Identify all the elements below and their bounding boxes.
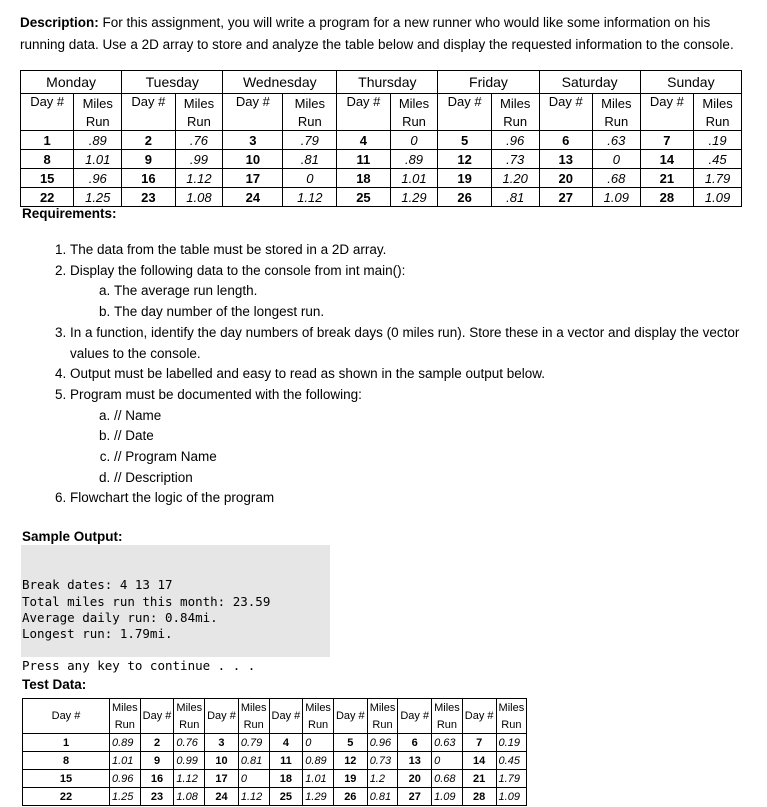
col-miles-header-run: Run [283, 112, 337, 131]
test-day-number-cell: 8 [23, 752, 110, 770]
test-col-day-header: Day # [462, 699, 496, 734]
test-miles-cell: 0.99 [174, 752, 205, 770]
test-data-table [22, 698, 527, 806]
miles-cell: 1.01 [390, 169, 438, 188]
test-day-number-cell: 25 [269, 788, 303, 806]
col-miles-header: Miles [175, 94, 223, 113]
requirement-item: 4. Output must be labelled and easy to read as shown in the sample output below. [70, 364, 767, 385]
test-col-miles-header: Miles [238, 699, 269, 717]
test-miles-cell: 0 [238, 770, 269, 788]
test-col-miles-run: Run [174, 716, 205, 734]
miles-cell: .79 [283, 131, 337, 150]
day-number-cell: 24 [223, 188, 283, 207]
day-number-cell: 28 [640, 188, 693, 207]
table-row [21, 188, 742, 207]
day-number-cell: 23 [122, 188, 175, 207]
miles-cell: .19 [694, 131, 742, 150]
day-header: Tuesday [122, 71, 223, 94]
test-miles-cell: 0.63 [432, 734, 463, 752]
miles-cell: .81 [283, 150, 337, 169]
miles-cell: 0 [390, 131, 438, 150]
day-header: Saturday [539, 71, 640, 94]
day-number-cell: 22 [21, 188, 74, 207]
test-col-miles-header: Miles [367, 699, 398, 717]
test-day-number-cell: 7 [462, 734, 496, 752]
test-col-miles-run: Run [303, 716, 334, 734]
test-table-row [23, 752, 527, 770]
test-day-number-cell: 15 [23, 770, 110, 788]
requirement-subitem: b. The day number of the longest run. [114, 302, 767, 323]
day-number-cell: 1 [21, 131, 74, 150]
day-header: Wednesday [223, 71, 337, 94]
test-miles-cell: 1.09 [496, 788, 527, 806]
col-day-header: Day # [337, 94, 390, 131]
test-miles-cell: 1.01 [303, 770, 334, 788]
test-miles-cell: 0.45 [496, 752, 527, 770]
test-miles-cell: 0.79 [238, 734, 269, 752]
test-day-number-cell: 18 [269, 770, 303, 788]
test-col-miles-run: Run [496, 716, 527, 734]
col-day-header: Day # [122, 94, 175, 131]
test-day-number-cell: 24 [205, 788, 239, 806]
miles-cell: .96 [491, 131, 539, 150]
miles-cell: 1.08 [175, 188, 223, 207]
day-number-cell: 20 [539, 169, 592, 188]
test-miles-cell: 0.19 [496, 734, 527, 752]
test-day-number-cell: 11 [269, 752, 303, 770]
col-miles-header-run: Run [491, 112, 539, 131]
miles-cell: 1.12 [283, 188, 337, 207]
miles-cell: 0 [592, 150, 640, 169]
miles-cell: 1.20 [491, 169, 539, 188]
test-col-day-header: Day # [269, 699, 303, 734]
miles-cell: 1.25 [74, 188, 122, 207]
day-number-cell: 19 [438, 169, 491, 188]
requirements-list [24, 240, 767, 509]
test-col-day-header: Day # [140, 699, 174, 734]
test-col-miles-run: Run [367, 716, 398, 734]
table-row [21, 169, 742, 188]
requirement-item [70, 385, 767, 489]
day-number-cell: 2 [122, 131, 175, 150]
requirement-subitem: c. // Program Name [114, 447, 767, 468]
test-miles-cell: 0.68 [432, 770, 463, 788]
miles-cell: .89 [390, 150, 438, 169]
col-miles-header: Miles [390, 94, 438, 113]
test-data-title: Test Data: [22, 677, 87, 692]
running-data-table [20, 70, 742, 207]
miles-cell: .68 [592, 169, 640, 188]
test-day-number-cell: 5 [333, 734, 367, 752]
test-miles-cell: 0.96 [110, 770, 141, 788]
test-day-number-cell: 6 [398, 734, 432, 752]
requirement-text: Program must be documented with the following: [70, 386, 362, 402]
col-miles-header: Miles [491, 94, 539, 113]
day-number-cell: 17 [223, 169, 283, 188]
day-number-cell: 27 [539, 188, 592, 207]
miles-cell: .76 [175, 131, 223, 150]
day-header: Friday [438, 71, 539, 94]
miles-cell: 0 [283, 169, 337, 188]
col-day-header: Day # [539, 94, 592, 131]
column-header-row [21, 94, 742, 113]
test-miles-cell: 1.2 [367, 770, 398, 788]
day-number-cell: 13 [539, 150, 592, 169]
console-line: Break dates: 4 13 17 [22, 577, 173, 593]
test-col-miles-header: Miles [110, 699, 141, 717]
requirements-title: Requirements: [22, 206, 117, 221]
test-table-row [23, 788, 527, 806]
test-col-miles-run: Run [432, 716, 463, 734]
test-miles-cell: 0.73 [367, 752, 398, 770]
test-table-row [23, 770, 527, 788]
test-col-miles-header: Miles [303, 699, 334, 717]
requirement-subitem: d. // Description [114, 468, 767, 489]
test-day-number-cell: 10 [205, 752, 239, 770]
test-miles-cell: 1.79 [496, 770, 527, 788]
requirement-subitem: b. // Date [114, 426, 767, 447]
sample-output-title: Sample Output: [22, 529, 123, 544]
test-miles-cell: 1.09 [432, 788, 463, 806]
test-day-number-cell: 4 [269, 734, 303, 752]
requirement-subitem: a. // Name [114, 406, 767, 427]
test-day-number-cell: 21 [462, 770, 496, 788]
requirement-item: 1. The data from the table must be stored in a 2D array. [70, 240, 767, 261]
miles-cell: .63 [592, 131, 640, 150]
day-header: Sunday [640, 71, 741, 94]
col-miles-header: Miles [74, 94, 122, 113]
day-number-cell: 21 [640, 169, 693, 188]
col-miles-header-run: Run [74, 112, 122, 131]
miles-cell: .81 [491, 188, 539, 207]
test-miles-cell: 0.96 [367, 734, 398, 752]
test-col-miles-run: Run [238, 716, 269, 734]
day-number-cell: 4 [337, 131, 390, 150]
test-day-number-cell: 20 [398, 770, 432, 788]
test-col-day-header: Day # [23, 699, 110, 734]
test-miles-cell: 1.12 [174, 770, 205, 788]
day-number-cell: 11 [337, 150, 390, 169]
miles-cell: 1.12 [175, 169, 223, 188]
miles-cell: 1.79 [694, 169, 742, 188]
test-miles-cell: 0 [432, 752, 463, 770]
miles-cell: .99 [175, 150, 223, 169]
console-output [21, 545, 330, 674]
test-miles-cell: 0.81 [238, 752, 269, 770]
console-line: Press any key to continue . . . [22, 658, 256, 674]
col-miles-header: Miles [283, 94, 337, 113]
table-row [21, 150, 742, 169]
day-number-cell: 18 [337, 169, 390, 188]
test-col-day-header: Day # [398, 699, 432, 734]
console-line: Longest run: 1.79mi. [22, 626, 173, 642]
test-miles-cell: 0.89 [110, 734, 141, 752]
day-number-cell: 16 [122, 169, 175, 188]
day-number-cell: 26 [438, 188, 491, 207]
day-number-cell: 9 [122, 150, 175, 169]
day-number-cell: 12 [438, 150, 491, 169]
test-day-number-cell: 13 [398, 752, 432, 770]
test-day-number-cell: 19 [333, 770, 367, 788]
test-day-number-cell: 9 [140, 752, 174, 770]
test-miles-cell: 1.01 [110, 752, 141, 770]
day-number-cell: 14 [640, 150, 693, 169]
test-day-number-cell: 28 [462, 788, 496, 806]
test-day-number-cell: 1 [23, 734, 110, 752]
day-number-cell: 7 [640, 131, 693, 150]
day-number-cell: 15 [21, 169, 74, 188]
test-miles-cell: 1.29 [303, 788, 334, 806]
day-header: Monday [21, 71, 122, 94]
col-day-header: Day # [438, 94, 491, 131]
console-line: Total miles run this month: 23.59 [22, 593, 271, 609]
test-miles-cell: 1.12 [238, 788, 269, 806]
test-miles-cell: 1.25 [110, 788, 141, 806]
day-number-cell: 8 [21, 150, 74, 169]
test-col-day-header: Day # [333, 699, 367, 734]
test-day-number-cell: 12 [333, 752, 367, 770]
requirement-text: Display the following data to the console from int main(): [70, 262, 406, 278]
miles-cell: 1.09 [592, 188, 640, 207]
test-day-number-cell: 23 [140, 788, 174, 806]
console-line: Average daily run: 0.84mi. [22, 609, 218, 625]
test-col-miles-run: Run [110, 716, 141, 734]
test-col-day-header: Day # [205, 699, 239, 734]
col-day-header: Day # [640, 94, 693, 131]
miles-cell: .96 [74, 169, 122, 188]
col-day-header: Day # [21, 94, 74, 131]
col-miles-header-run: Run [390, 112, 438, 131]
col-miles-header-run: Run [592, 112, 640, 131]
col-day-header: Day # [223, 94, 283, 131]
test-miles-cell: 0.76 [174, 734, 205, 752]
test-table-row [23, 734, 527, 752]
day-name-row [21, 71, 742, 94]
miles-cell: 1.01 [74, 150, 122, 169]
test-col-miles-header: Miles [432, 699, 463, 717]
requirement-item [70, 261, 767, 323]
day-number-cell: 10 [223, 150, 283, 169]
description [20, 12, 750, 56]
test-day-number-cell: 16 [140, 770, 174, 788]
test-col-miles-header: Miles [496, 699, 527, 717]
requirement-subitem: a. The average run length. [114, 281, 767, 302]
day-number-cell: 5 [438, 131, 491, 150]
col-miles-header-run: Run [694, 112, 742, 131]
day-number-cell: 6 [539, 131, 592, 150]
test-miles-cell: 0.81 [367, 788, 398, 806]
col-miles-header: Miles [592, 94, 640, 113]
test-day-number-cell: 14 [462, 752, 496, 770]
miles-cell: .73 [491, 150, 539, 169]
col-miles-header-run: Run [175, 112, 223, 131]
test-day-number-cell: 27 [398, 788, 432, 806]
test-day-number-cell: 2 [140, 734, 174, 752]
test-miles-cell: 0 [303, 734, 334, 752]
day-number-cell: 3 [223, 131, 283, 150]
col-miles-header: Miles [694, 94, 742, 113]
test-day-number-cell: 3 [205, 734, 239, 752]
description-label: Description: [20, 15, 99, 30]
console-line [21, 642, 330, 658]
test-miles-cell: 1.08 [174, 788, 205, 806]
test-day-number-cell: 17 [205, 770, 239, 788]
miles-cell: 1.29 [390, 188, 438, 207]
miles-cell: .89 [74, 131, 122, 150]
test-day-number-cell: 22 [23, 788, 110, 806]
test-col-miles-header: Miles [174, 699, 205, 717]
test-day-number-cell: 26 [333, 788, 367, 806]
miles-cell: .45 [694, 150, 742, 169]
test-miles-cell: 0.89 [303, 752, 334, 770]
description-text: For this assignment, you will write a program for a new runner who would like some information on his running data. Use a 2D array to store and analyze the table below and display the requested information to the console. [20, 15, 734, 52]
requirement-item: 6. Flowchart the logic of the program [70, 488, 767, 509]
miles-cell: 1.09 [694, 188, 742, 207]
requirement-item: 3. In a function, identify the day numbers of break days (0 miles run). Store these in a vector and display the vector values to the console. [70, 323, 767, 364]
day-number-cell: 25 [337, 188, 390, 207]
day-header: Thursday [337, 71, 438, 94]
table-row [21, 131, 742, 150]
test-header-row [23, 699, 527, 717]
